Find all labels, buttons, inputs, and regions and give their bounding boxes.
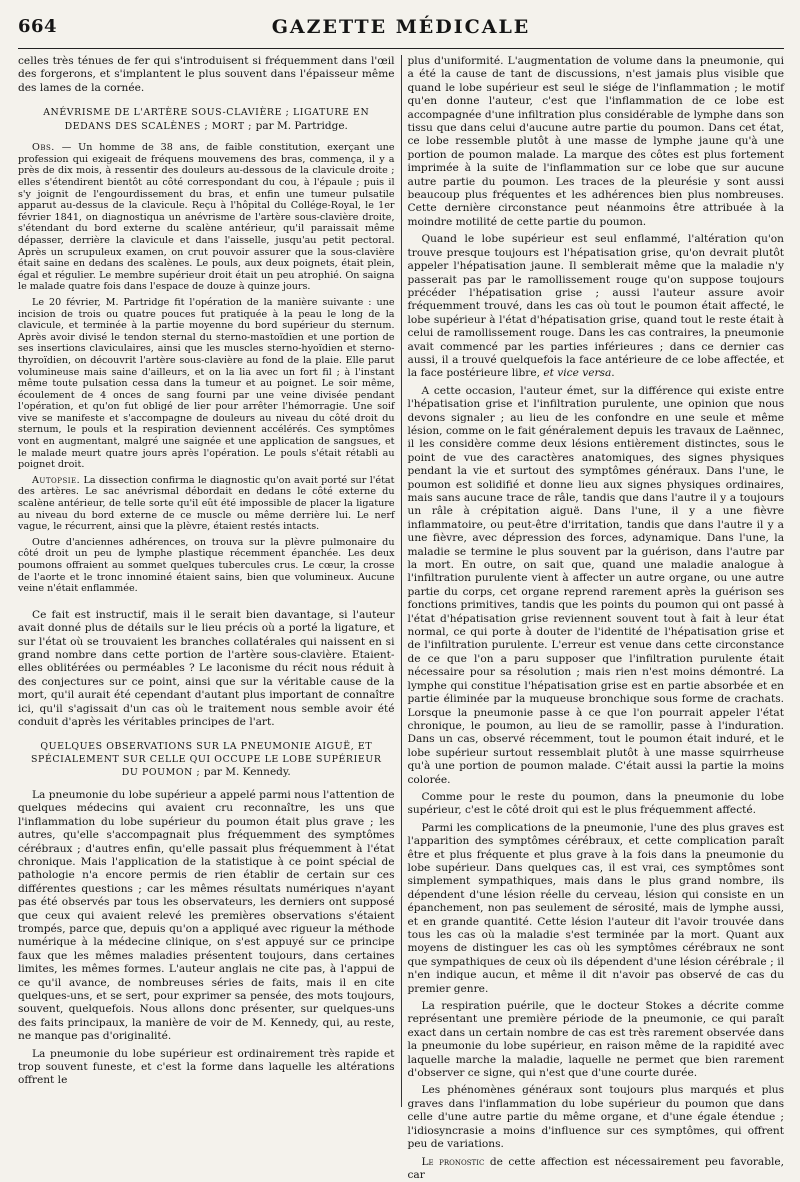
article-title-aneurysm-text: ANÉVRISME DE L'ARTÈRE SOUS-CLAVIÈRE ; LIGATURE EN DEDANS DES SCALÈNES ; MORT ; <box>43 107 369 132</box>
article-author-pneumonia: par M. Kennedy. <box>204 766 291 778</box>
operation-paragraph: Le 20 février, M. Partridge fit l'opération de la manière suivante : une incision de trois ou quatre pouces fut pratiquée à la peau le long de la clavicule, et terminée à la partie moyenne du bord supérieur du sternum. Après avoir divisé le tendon sternal du sterno-mastoïdien et une portion de ses insertions claviculaires, ainsi que les muscles sterno-hyoïdien et sterno-thyroïdien, on découvrit l'artère sous-clavière au fond de la plaie. Elle parut volumineuse mais saine d'ailleurs, et on la lia avec un fort fil ; à l'instant même toute pulsation cessa dans la tumeur et au poignet. Le soir même, écoulement de 4 onces de sang fourni par une veine divisée pendant l'opération, et qu'on fut obligé de lier pour arrêter l'hémorragie. Une soif vive se manifeste et s'accompagne de douleurs au niveau du côté droit du sternum, le pouls et la respiration deviennent accélérés. Ces symptômes vont en augmentant, malgré une saignée et une application de sangsues, et le malade meurt quatre jours après l'opération. Le pouls s'était rétabli au poignet droit. <box>18 297 395 471</box>
page-number: 664 <box>18 16 57 37</box>
prognosis-text: de cette affection est nécessairement peu favorable, car <box>408 1156 785 1181</box>
prognosis-lead: Le pronostic <box>422 1156 485 1168</box>
right-paragraph-3: A cette occasion, l'auteur émet, sur la différence qui existe entre l'hépatisation grise et l'infiltration purulente, une opinion que nous devons signaler ; au lieu de les confondre en une seule et même lésion, comme on le fait généralement depuis les travaux de Laënnec, il les considère comme deux lésions entièrement distinctes, sous le point de vue des caractères anatomiques, des signes physiques pendant la vie et surtout des symptômes généraux. Dans l'une, le poumon est solidifié et donne lieu aux signes physiques ordinaires, mais sans aucune trace de râle, tandis que dans l'autre il y a toujours un râle à crépitation aiguë. Dans l'une, il y a une fièvre inflammatoire, ou peut-être d'irritation, tandis que dans l'autre il y a une fièvre, avec dépression des forces, adynamique. Dans l'une, la maladie se termine le plus souvent par la guérison, dans l'autre par la mort. En outre, on sait que, quand une maladie analogue à l'infiltration purulente vient à affecter un autre organe, ou une autre partie du corps, cet organe reprend rarement après la guérison ses fonctions primitives, tandis que les points du poumon qui ont passé à l'état d'hépatisation grise reviennent souvent tout à fait à leur état normal, ce qui porte à douter de l'identité de l'hépatisation grise et de l'infiltration purulente. L'erreur est venue dans cette circonstance de ce que l'on a paru supposer que l'infiltration purulente était nécessaire pour sa résolution ; mais rien n'est moins démontré. La lymphe qui constitue l'hépatisation grise est en partie absorbée et en partie éliminée par la muqueuse bronchique sous forme de crachats. Lorsque la pneumonie passe à ce que l'on pourrait appeler l'état chronique, le poumon, au lieu de se ramollir, passe à l'induration. Dans un cas, observé récemment, tout le poumon était induré, et le lobe supérieur surtout ressemblait plutôt à une masse squirrheuse qu'à une portion de poumon malade. C'était aussi la partie la moins colorée. <box>408 385 785 787</box>
text-columns <box>18 55 784 1107</box>
right-p2-emphasis: et vice versa <box>543 367 611 379</box>
right-paragraph-1: plus d'uniformité. L'augmentation de volume dans la pneumonie, qui a été la cause de tant de discussions, n'est jamais plus visible que quand le lobe supérieur est seul le siége de l'inflammation ; le motif qu'en donne l'auteur, c'est que l'inflammation de ce lobe est accompagnée d'une infiltration plus considérable de lymphe dans son tissu que dans celui d'aucune autre partie du poumon. Dans cet état, ce lobe ressemble plutôt à une masse de lymphe jaune qu'à une portion de poumon malade. La marque des côtes est plus fortement imprimée à la suite de l'inflammation sur ce lobe que sur aucune autre partie du poumon. Les traces de la pleurésie y sont aussi beaucoup plus fréquentes et les adhérences bien plus nombreuses. Cette dernière circonstance peut néanmoins être attribuée à la moindre motilité de cette partie du poumon. <box>408 55 785 229</box>
right-paragraph-6: La respiration puérile, que le docteur Stokes a décrite comme représentant une première période de la pneumonie, ce qui paraît exact dans un certain nombre de cas est très rarement observée dans la pneumonie du lobe supérieur, en raison même de la rapidité avec laquelle marche la maladie, laquelle ne permet que bien rarement d'observer ce signe, qui n'est que d'une courte durée. <box>408 1000 785 1080</box>
article-title-pneumonia-text: QUELQUES OBSERVATIONS SUR LA PNEUMONIE AIGUË, ET SPÉCIALEMENT SUR CELLE QUI OCCUPE LE LOBE SUPÉRIEUR DU POUMON ; <box>31 741 381 778</box>
spacer <box>18 599 395 609</box>
right-paragraph-2 <box>408 233 785 380</box>
pneumonia-paragraph-2: La pneumonie du lobe supérieur est ordinairement très rapide et trop souvent funeste, et c'est la forme dans laquelle les altérations offrent le <box>18 1048 395 1088</box>
journal-title: GAZETTE MÉDICALE <box>18 16 784 38</box>
commentary-paragraph: Ce fait est instructif, mais il le serait bien davantage, si l'auteur avait donné plus de détails sur le lieu précis où a porté la ligature, et sur l'état où se trouvaient les branches collatérales qui naissent en si grand nombre dans cette portion de l'artère sous-clavière. Etaient-elles oblitérées ou perméables ? Le laconisme du récit nous réduit à des conjectures sur ce point, ainsi que sur la véritable cause de la mort, qu'il aurait été cependant d'autant plus important de connaître ici, qu'il s'agissait d'un cas où le traitement nous semble avoir été conduit d'après les véritables principes de l'art. <box>18 609 395 730</box>
autopsy-paragraph <box>18 475 395 533</box>
article-title-aneurysm <box>24 107 389 133</box>
right-p2-before: Quand le lobe supérieur est seul enflammé, l'altération qu'on trouve presque toujours est l'hépatisation grise, qu'on devrait plutôt appeler l'hépatisation jaune. Il semblerait même que la maladie n'y passerait pas par le ramollissement rouge qu'on suppose toujours précéder l'hépatisation grise ; aussi l'auteur assure avoir fréquemment trouvé, dans les cas où tout le poumon était affecté, le lobe supérieur à l'état d'hépatisation grise, quand tout le reste était à celui de ramollissement rouge. Dans les cas contraires, la pneumonie avait commencé par les parties inférieures ; dans ce dernier cas aussi, il a trouvé quelquefois la face antérieure de ce lobe affectée, et la face postérieure libre, <box>408 233 785 379</box>
column-divider <box>401 55 402 1107</box>
right-paragraph-4: Comme pour le reste du poumon, dans la pneumonie du lobe supérieur, c'est le côté droit qui est le plus fréquemment affecté. <box>408 791 785 818</box>
left-column <box>18 55 395 1107</box>
continuation-paragraph: celles très ténues de fer qui s'introduisent si fréquemment dans l'œil des forgerons, et s'implantent le plus souvent dans l'épaisseur même des lames de la cornée. <box>18 55 395 95</box>
obs-lead: Obs. <box>32 142 55 153</box>
pneumonia-paragraph-1: La pneumonie du lobe supérieur a appelé parmi nous l'attention de quelques médecins qui avaient cru reconnaître, les uns que l'inflammation du lobe supérieur du poumon était plus grave ; les autres, qu'elle s'accompagnait plus fréquemment des symptômes cérébraux ; d'autres enfin, qu'elle passait plus fréquemment à l'état chronique. Mais l'application de la statistique à ce point spécial de pathologie n'a encore permis de rien établir de certain sur ces différentes questions ; car les mêmes résultats numériques n'ayant pas été observés par tous les observateurs, les derniers ont supposé que ceux qui avaient relevé les premières observations s'étaient trompés, parce que, depuis qu'on a appliqué avec rigueur la méthode numérique à la médecine clinique, on s'est appuyé sur ce principe faux que les mêmes maladies présentent toujours, dans certaines limites, les mêmes formes. L'auteur anglais ne cite pas, à l'appui de ce qu'il avance, de nombreuses séries de faits, mais il en cite quelques-uns, et se sert, pour exprimer sa pensée, des mots toujours, souvent, quelquefois. Nous allons donc présenter, sur quelques-uns des faits principaux, la manière de voir de M. Kennedy, qui, au reste, ne manque pas d'originalité. <box>18 789 395 1044</box>
autopsy-text: La dissection confirma le diagnostic qu'on avait porté sur l'état des artères. Le sac anévrismal débordait en dedans le côté externe du scalène antérieur, de telle sorte qu'il eût été impossible de placer la ligature au niveau du bord externe de ce muscle ou même derrière lui. Le nerf vague, le récurrent, ainsi que la plèvre, étaient restés intacts. <box>18 475 395 532</box>
autopsy-lead: Autopsie. <box>32 475 80 486</box>
right-p2-after: . <box>611 367 614 379</box>
obs-text: — Un homme de 38 ans, de faible constitution, exerçant une profession qui exigeait de fréquens mouvemens des bras, commença, il y a près de dix mois, à ressentir des douleurs au-dessous de la clavicule droite ; elles s'étendirent bientôt au côté correspondant du cou, à l'épaule ; puis il s'y joignit de l'engourdissement du bras, et enfin une tumeur pulsatile apparut au-dessus de la clavicule. Reçu à l'hôpital du Collége-Royal, le 1er février 1841, on diagnostiqua un anévrisme de l'artère sous-clavière droite, s'étendant du bord externe du scalène antérieur, qu'il paraissait même dépasser, derrière la clavicule et dans l'aisselle, jusqu'au petit pectoral. Après un scrupuleux examen, on crut pouvoir assurer que la sous-clavière était saine en dedans des scalènes. Le pouls, aux deux poignets, était plein, égal et régulier. Le membre supérieur droit était un peu atrophié. On saigna le malade quatre fois dans l'espace de douze à quinze jours. <box>18 142 395 292</box>
right-paragraph-8 <box>408 1156 785 1182</box>
right-paragraph-7: Les phénomènes généraux sont toujours plus marqués et plus graves dans l'inflammation du lobe supérieur du poumon que dans celle d'une autre partie du même organe, et d'une égale étendue ; l'idiosyncrasie a moins d'influence sur ces symptômes, qui offrent peu de variations. <box>408 1084 785 1151</box>
article-author-aneurysm: par M. Partridge. <box>256 120 348 132</box>
observation-paragraph <box>18 142 395 293</box>
right-column <box>408 55 785 1107</box>
adhesion-paragraph: Outre d'anciennes adhérences, on trouva sur la plèvre pulmonaire du côté droit un peu de lymphe plastique récemment épanchée. Les deux poumons offraient au sommet quelques tubercules crus. Le cœur, la crosse de l'aorte et le tronc innominé étaient sains, bien que volumineux. Aucune veine n'était enflammée. <box>18 537 395 595</box>
page-header <box>18 14 784 49</box>
article-title-pneumonia <box>24 741 389 780</box>
right-paragraph-5: Parmi les complications de la pneumonie, l'une des plus graves est l'apparition des symptômes cérébraux, et cette complication paraît être et plus fréquente et plus grave à la fois dans la pneumonie du lobe supérieur. Dans quelques cas, il est vrai, ces symptômes sont simplement sympathiques, mais dans le plus grand nombre, ils dépendent d'une lésion réelle du cerveau, lésion qui consiste en un épanchement, non pas seulement de sérosité, mais de lymphe aussi, et en grande quantité. Cette lésion l'auteur dit l'avoir trouvée dans tous les cas où la maladie s'est terminée par la mort. Quant aux moyens de distinguer les cas où les symptômes cérébraux ne sont que sympathiques de ceux où ils dépendent d'une lésion cérébrale ; il n'en indique aucun, et même il dit n'avoir pas observé de cas du premier genre. <box>408 822 785 996</box>
